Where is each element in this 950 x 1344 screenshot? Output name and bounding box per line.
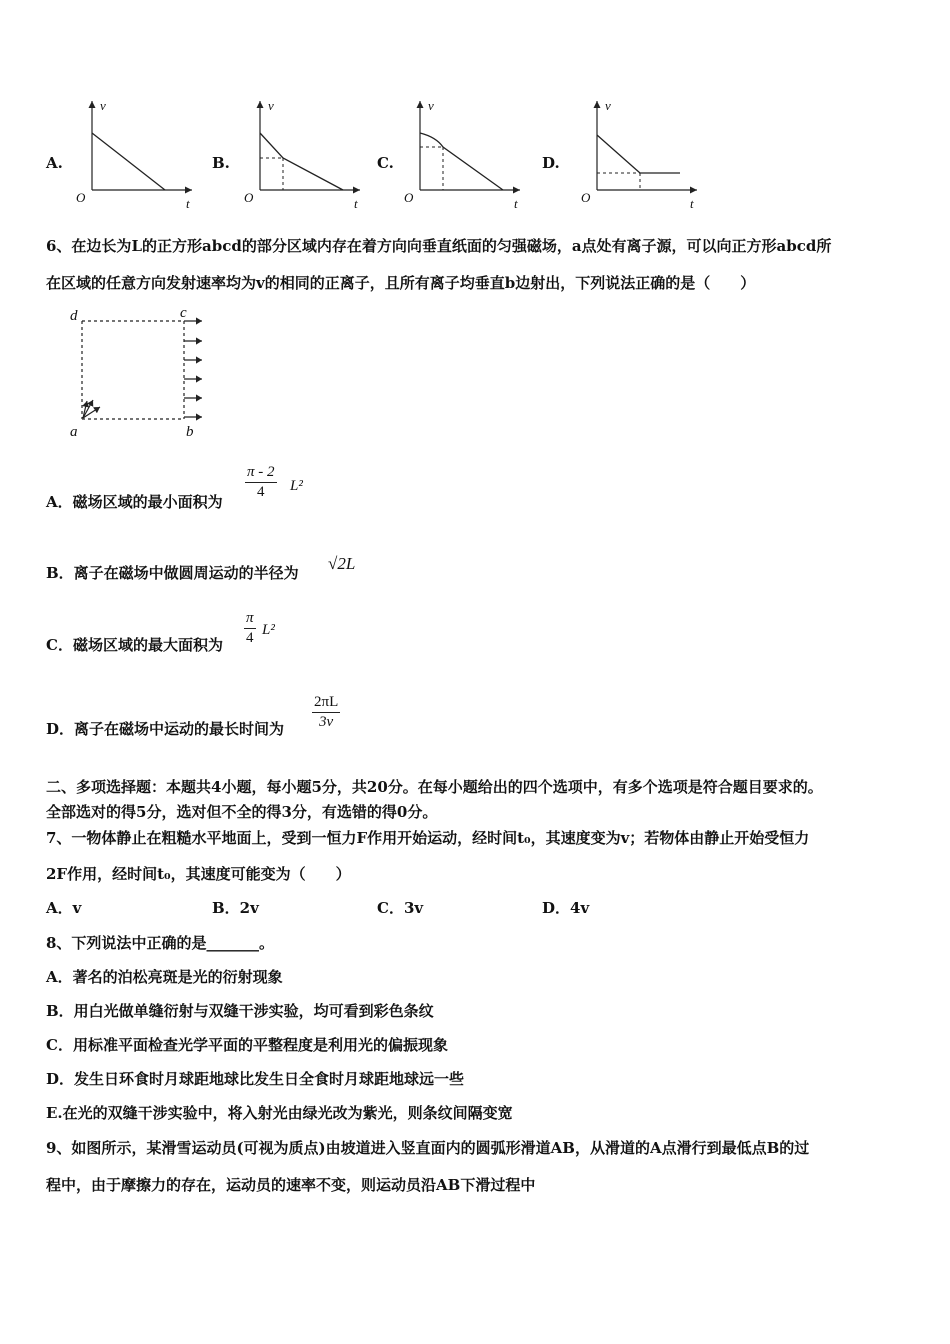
q6-option-d-fraction [312, 694, 340, 731]
q8-stem: 8、下列说法中正确的是_______。 [46, 934, 274, 952]
q7-stem-line1: 7、一物体静止在粗糙水平地面上，受到一恒力F作用开始运动，经时间t₀，其速度变为v；若物体由静止开始受恒力 [46, 829, 810, 847]
q6-option-a-fraction [245, 464, 277, 501]
q6-option-c-tail: L² [262, 622, 275, 638]
q8-option-d[interactable]: D．发生日环食时月球距地球比发生日全食时月球距地球远一些 [46, 1070, 465, 1088]
graph-b-v-label: v [268, 98, 274, 113]
graph-c [398, 95, 528, 210]
graph-a-line [92, 133, 165, 190]
section2-heading-line1: 二、多项选择题：本题共4小题，每小题5分，共20分。在每小题给出的四个选项中，有多个选项是符合题目要求的。 [46, 778, 823, 796]
q6-option-c-fraction [244, 610, 256, 647]
q6-option-d-numerator: 2πL [314, 694, 339, 710]
graph-option-b-letter[interactable]: B. [212, 154, 230, 172]
graph-c-line [420, 133, 503, 190]
graph-c-t-label: t [514, 196, 518, 211]
graph-a-t-label: t [186, 196, 190, 211]
q6-option-c[interactable]: C．磁场区域的最大面积为 [46, 636, 223, 654]
graph-option-d-letter[interactable]: D. [542, 154, 560, 172]
q6-corner-a: a [70, 424, 78, 440]
graph-a-origin-label: O [76, 190, 86, 205]
graph-b-t-label: t [354, 196, 358, 211]
q6-corner-b: b [186, 424, 194, 440]
graph-d-v-label: v [605, 98, 611, 113]
q6-option-d-denominator: 3v [319, 714, 334, 730]
q6-option-a-tail: L² [290, 478, 303, 494]
section2-heading-line2: 全部选对的得5分，选对但不全的得3分，有选错的得0分。 [46, 803, 438, 821]
graph-d-line [597, 135, 680, 173]
graph-a [70, 95, 200, 210]
q6-square-figure [60, 305, 220, 440]
graph-d [575, 95, 705, 210]
q7-option-d[interactable]: D．4v [542, 899, 590, 917]
q8-option-b[interactable]: B．用白光做单缝衍射与双缝干涉实验，均可看到彩色条纹 [46, 1002, 434, 1020]
q6-option-d[interactable]: D．离子在磁场中运动的最长时间为 [46, 720, 285, 738]
q9-stem-line2: 程中，由于摩擦力的存在，运动员的速率不变，则运动员沿AB下滑过程中 [46, 1176, 536, 1194]
graph-c-origin-label: O [404, 190, 414, 205]
q7-option-b[interactable]: B．2v [212, 899, 259, 917]
graph-option-c-letter[interactable]: C. [377, 154, 394, 172]
graph-b-line [260, 133, 343, 190]
q9-stem-line1: 9、如图所示，某滑雪运动员(可视为质点)由坡道进入竖直面内的圆弧形滑道AB，从滑道的A点滑行到最低点B的过 [46, 1139, 810, 1157]
q6-option-a[interactable]: A．磁场区域的最小面积为 [46, 493, 223, 511]
q6-option-b[interactable]: B．离子在磁场中做圆周运动的半径为 [46, 564, 299, 582]
q6-option-c-numerator: π [246, 610, 254, 626]
q6-corner-d: d [70, 308, 78, 324]
q7-option-c[interactable]: C．3v [377, 899, 424, 917]
graph-b [238, 95, 368, 210]
graph-option-a-letter[interactable]: A. [46, 154, 63, 172]
q6-corner-c: c [180, 305, 187, 321]
q8-option-e[interactable]: E.在光的双缝干涉实验中，将入射光由绿光改为紫光，则条纹间隔变宽 [46, 1104, 513, 1122]
q6-option-b-math: √2L [328, 554, 356, 573]
q7-stem-line2: 2F作用，经时间t₀，其速度可能变为（ ） [46, 865, 351, 883]
q6-option-a-numerator: π - 2 [247, 464, 275, 480]
q6-option-c-denominator: 4 [246, 630, 254, 646]
graph-d-t-label: t [690, 196, 694, 211]
q6-stem-line2: 在区域的任意方向发射速率均为v的相同的正离子，且所有离子均垂直b边射出，下列说法正确的是（ ） [46, 274, 756, 292]
q8-option-c[interactable]: C．用标准平面检查光学平面的平整程度是利用光的偏振现象 [46, 1036, 448, 1054]
graph-b-origin-label: O [244, 190, 254, 205]
q6-stem-line1: 6、在边长为L的正方形abcd的部分区域内存在着方向向垂直纸面的匀强磁场，a点处有离子源，可以向正方形abcd所 [46, 237, 832, 255]
graph-d-origin-label: O [581, 190, 591, 205]
q8-option-a[interactable]: A．著名的泊松亮斑是光的衍射现象 [46, 968, 283, 986]
q6-option-a-denominator: 4 [257, 484, 265, 500]
graph-c-v-label: v [428, 98, 434, 113]
graph-a-v-label: v [100, 98, 106, 113]
q7-option-a[interactable]: A．v [46, 899, 82, 917]
